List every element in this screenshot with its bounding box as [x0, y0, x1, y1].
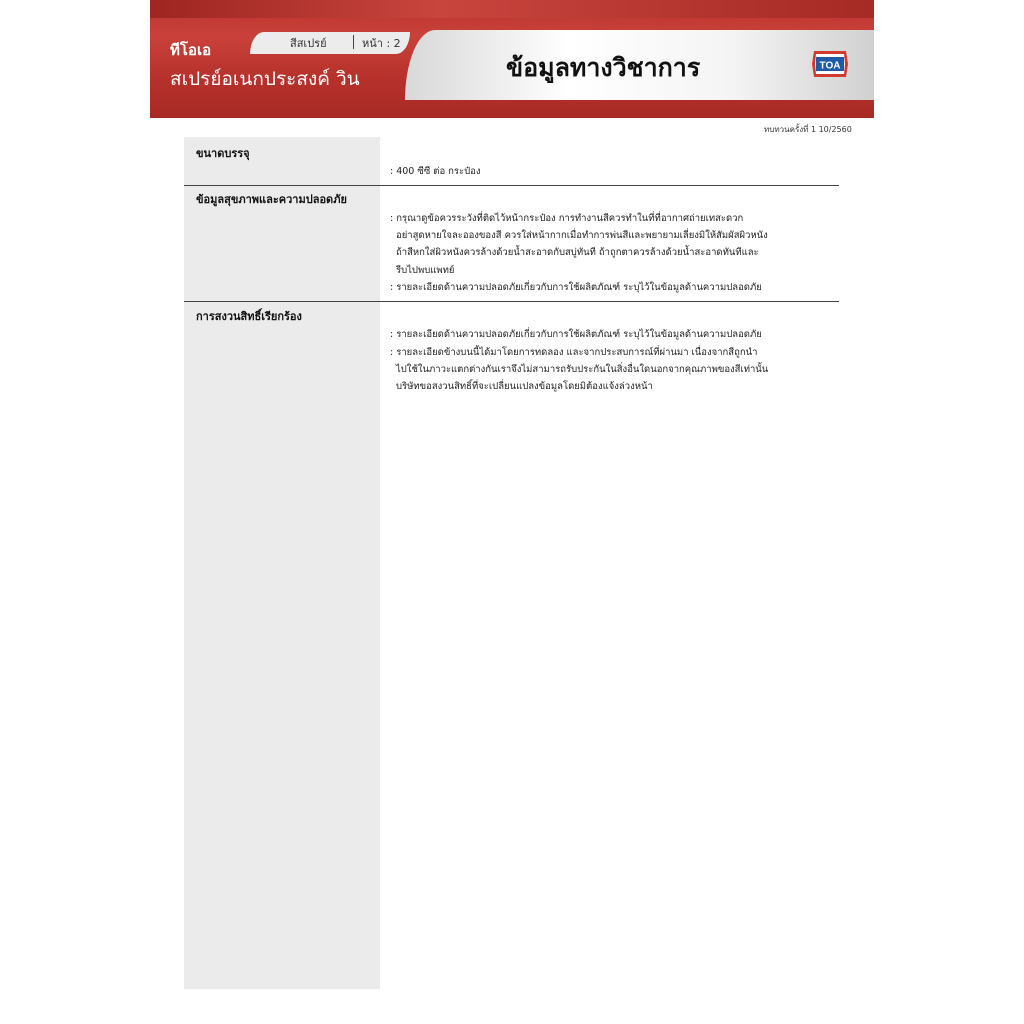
document-title: ข้อมูลทางวิชาการ — [506, 53, 701, 82]
header-top-bar — [150, 0, 874, 18]
packaging-line: : 400 ซีซี ต่อ กระป๋อง — [390, 166, 481, 177]
revision-note: ทบทวนครั้งที่ 1 10/2560 — [764, 125, 852, 134]
datasheet-page — [150, 0, 874, 1024]
tab-separator — [353, 35, 354, 49]
disclaimer-line: บริษัทขอสงวนสิทธิ์ที่จะเปลี่ยนแปลงข้อมูลโดยมิต้องแจ้งล่วงหน้า — [396, 381, 653, 392]
section-title-disclaimer: การสงวนสิทธิ์เรียกร้อง — [196, 310, 302, 323]
page-header — [150, 0, 874, 118]
health-safety-line: รีบไปพบแพทย์ — [396, 265, 455, 276]
page-number: หน้า : 2 — [362, 37, 401, 50]
health-safety-line: : รายละเอียดด้านความปลอดภัยเกี่ยวกับการใช้ผลิตภัณฑ์ ระบุไว้ในข้อมูลด้านความปลอดภัย — [390, 282, 762, 293]
section-title-health-safety: ข้อมูลสุขภาพและความปลอดภัย — [196, 193, 347, 206]
product-name: สเปรย์อเนกประสงค์ วิน — [170, 68, 360, 90]
logo-text: TOA — [819, 60, 841, 72]
brand-name: ทีโอเอ — [170, 41, 212, 59]
section-title-packaging: ขนาดบรรจุ — [196, 147, 250, 160]
section-divider — [184, 185, 839, 186]
toa-logo — [810, 47, 850, 81]
product-series-label: สีสเปรย์ — [290, 37, 327, 50]
disclaimer-line: ไปใช้ในภาวะแตกต่างกันเราจึงไม่สามารถรับประกันในสิ่งอื่นใดนอกจากคุณภาพของสีเท่านั้น — [396, 364, 769, 375]
disclaimer-line: : รายละเอียดด้านความปลอดภัยเกี่ยวกับการใช้ผลิตภัณฑ์ ระบุไว้ในข้อมูลด้านความปลอดภัย — [390, 329, 762, 340]
health-safety-line: อย่าสูดหายใจละอองของสี ควรใส่หน้ากากเมื่อทำการพ่นสีและพยายามเลี่ยงมิให้สัมผัสผิวหนัง — [396, 230, 768, 241]
section-divider — [184, 301, 839, 302]
health-safety-line: ถ้าสีหกใส่ผิวหนังควรล้างด้วยน้ำสะอาดกับสบู่ทันที ถ้าถูกตาควรล้างด้วยน้ำสะอาดทันทีและ — [396, 247, 759, 258]
disclaimer-line: : รายละเอียดข้างบนนี้ได้มาโดยการทดลอง และจากประสบการณ์ที่ผ่านมา เนื่องจากสีถูกนำ — [390, 347, 758, 358]
health-safety-line: : กรุณาดูข้อควรระวังที่ติดไว้หน้ากระป๋อง การทำงานสีควรทำในที่ที่อากาศถ่ายเทสะดวก — [390, 213, 744, 224]
section-label-column — [184, 137, 380, 989]
